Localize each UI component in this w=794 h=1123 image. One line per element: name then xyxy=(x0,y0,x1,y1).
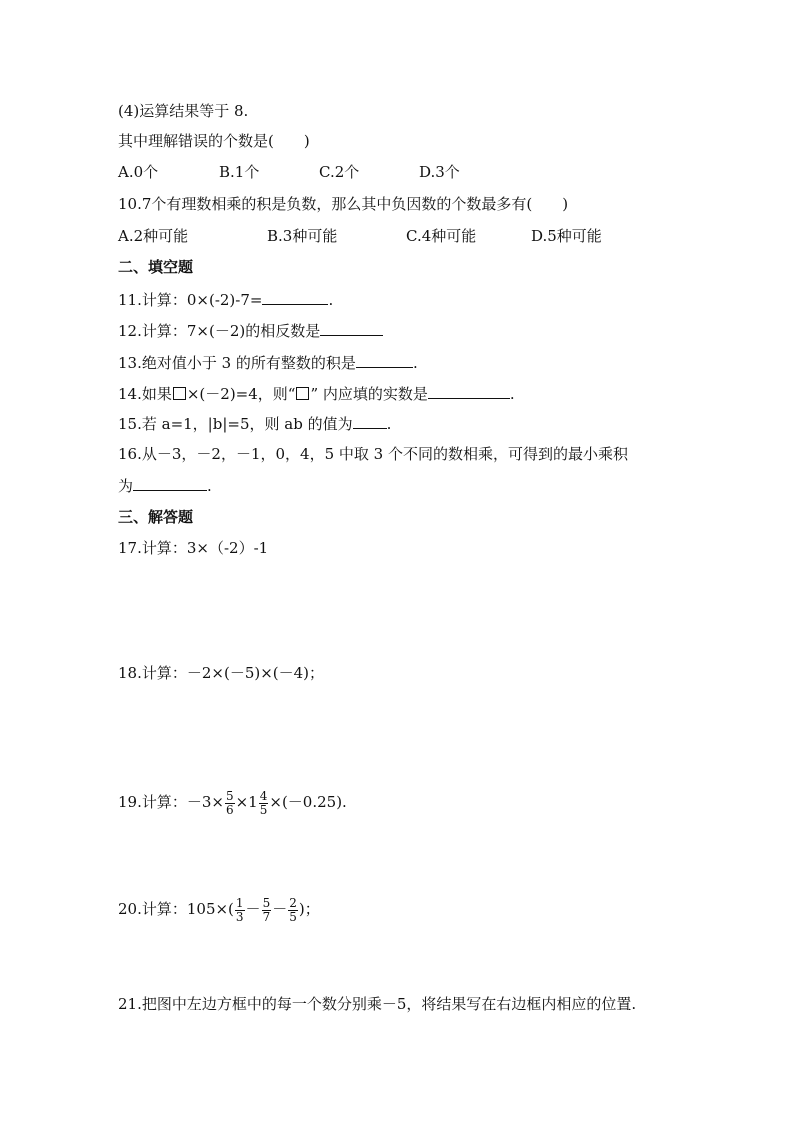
q10-option-d: D.5种可能 xyxy=(531,227,602,245)
section-2-heading: 二、填空题 xyxy=(118,258,194,276)
q19-fraction-1 xyxy=(225,790,235,817)
q14-end: . xyxy=(509,385,515,403)
q20-fraction-1-numerator: 1 xyxy=(235,895,244,910)
q17: 17.计算：3×（-2）-1 xyxy=(118,539,269,557)
q20-pre: 20.计算：105×( xyxy=(118,900,234,918)
q20-fraction-1-denominator: 3 xyxy=(235,909,244,924)
q15-answer-blank xyxy=(353,413,387,429)
q19-fraction-1-denominator: 6 xyxy=(225,802,234,817)
q15-end: . xyxy=(386,415,392,433)
q14-mid: ×(－2)=4，则“ xyxy=(186,385,296,403)
q9-option-b: B.1个 xyxy=(219,163,260,181)
q18: 18.计算：－2×(－5)×(－4)； xyxy=(118,664,325,682)
q12 xyxy=(118,320,383,341)
q9-option-c: C.2个 xyxy=(319,163,360,181)
q14-post: ” 内应填的实数是 xyxy=(310,385,428,403)
q13 xyxy=(118,352,418,373)
q16-answer-blank xyxy=(133,475,207,491)
q20-fraction-3-numerator: 2 xyxy=(289,895,297,910)
q13-text: 13.绝对值小于 3 的所有整数的积是 xyxy=(118,354,356,372)
q15 xyxy=(118,413,391,434)
q16-line-2 xyxy=(118,475,212,496)
q12-answer-blank xyxy=(320,320,383,336)
q11-answer-blank xyxy=(262,289,328,305)
q9-option-a: A.0个 xyxy=(118,163,159,181)
q12-text: 12.计算：7×(－2)的相反数是 xyxy=(118,322,321,340)
q20-fraction-2-denominator: 7 xyxy=(262,909,271,924)
q13-end: . xyxy=(412,354,418,372)
q20-fraction-3 xyxy=(288,897,298,924)
q16-end: . xyxy=(207,477,212,495)
q16-line-2-text: 为 xyxy=(118,477,134,495)
square-box-icon xyxy=(173,387,186,400)
q19-fraction-2 xyxy=(259,790,269,817)
q15-text: 15.若 a=1，|b|=5，则 ab 的值为 xyxy=(118,415,353,433)
q20-fraction-1 xyxy=(235,897,245,924)
q19-fraction-2-denominator: 5 xyxy=(259,802,268,817)
q10-option-c: C.4种可能 xyxy=(406,227,477,245)
q14 xyxy=(118,383,515,404)
q9-item-4: (4)运算结果等于 8. xyxy=(118,102,249,120)
q19-fraction-1-numerator: 5 xyxy=(225,788,234,803)
q20-fraction-2 xyxy=(262,897,272,924)
q21: 21.把图中左边方框中的每一个数分别乘－5，将结果写在右边框内相应的位置. xyxy=(118,995,637,1013)
q19-post: ×(－0.25). xyxy=(269,793,347,811)
q16-line-1: 16.从－3，－2，－1，0，4，5 中取 3 个不同的数相乘，可得到的最小乘积 xyxy=(118,445,628,463)
q19-pre: 19.计算：－3× xyxy=(118,793,224,811)
q13-answer-blank xyxy=(356,352,413,368)
q10-option-b: B.3种可能 xyxy=(267,227,338,245)
square-box-icon xyxy=(296,387,309,400)
q10-option-a: A.2种可能 xyxy=(118,227,189,245)
q20-post: )； xyxy=(298,900,320,918)
q19-fraction-2-numerator: 4 xyxy=(259,788,268,803)
q11-end: . xyxy=(328,291,334,309)
q14-answer-blank xyxy=(428,383,510,399)
q20 xyxy=(118,892,320,926)
q9-question: 其中理解错误的个数是( ) xyxy=(118,132,310,150)
q10-question: 10.7个有理数相乘的积是负数，那么其中负因数的个数最多有( ) xyxy=(118,195,569,213)
q20-fraction-3-denominator: 5 xyxy=(289,909,297,924)
section-3-heading: 三、解答题 xyxy=(118,508,194,526)
q11 xyxy=(118,289,333,310)
q20-op-1: － xyxy=(245,900,261,918)
q19-mid: ×1 xyxy=(235,793,258,811)
q9-option-d: D.3个 xyxy=(419,163,460,181)
q11-text: 11.计算：0×(-2)-7= xyxy=(118,291,263,309)
q14-pre: 14.如果 xyxy=(118,385,172,403)
q19 xyxy=(118,785,347,819)
q20-op-2: － xyxy=(272,900,288,918)
q20-fraction-2-numerator: 5 xyxy=(262,895,271,910)
